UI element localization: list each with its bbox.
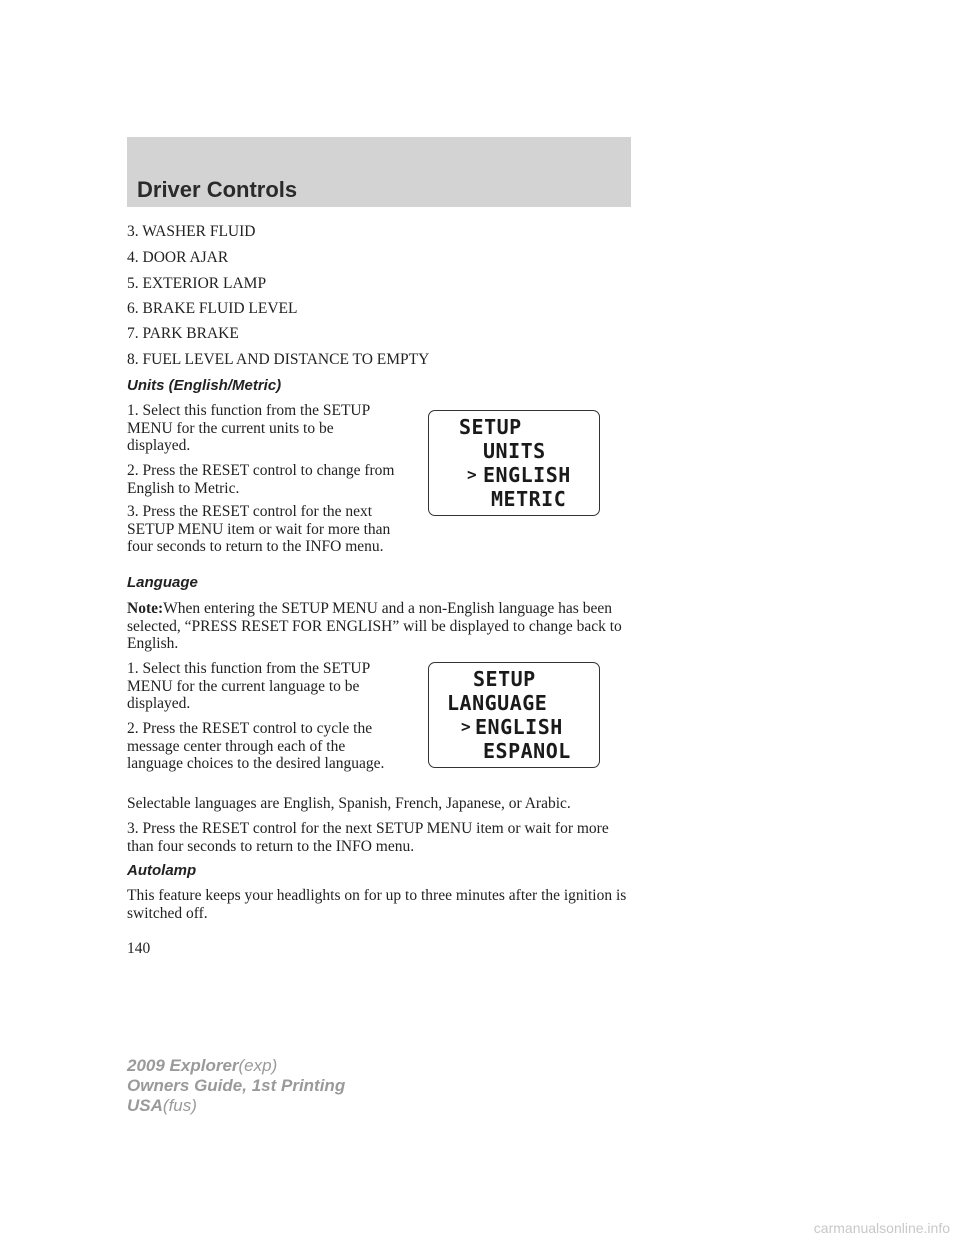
list-item: 3. WASHER FLUID (127, 223, 256, 240)
display-line-language: LANGUAGE (447, 691, 548, 715)
units-step-1: 1. Select this function from the SETUP MENU for the current units to be displayed. (127, 402, 370, 454)
footer-line-1 (127, 1056, 345, 1076)
language-step-2: 2. Press the RESET control to cycle the message center through each of the language choices to the desired language. (127, 720, 385, 772)
autolamp-heading: Autolamp (127, 862, 197, 879)
language-heading: Language (127, 574, 198, 591)
section-header (127, 137, 631, 207)
footer-model-code: (exp) (238, 1056, 278, 1075)
language-note (127, 600, 627, 653)
footer-guide: Owners Guide, 1st Printing (127, 1076, 346, 1095)
footer-region: USA (127, 1096, 163, 1115)
language-step-3: 3. Press the RESET control for the next SETUP MENU item or wait for more than four seconds to return to the INFO menu. (127, 820, 609, 855)
list-item: 4. DOOR AJAR (127, 249, 229, 266)
autolamp-text: This feature keeps your headlights on for up to three minutes after the ignition is switched off. (127, 887, 627, 922)
page-number: 140 (127, 940, 151, 957)
section-title: Driver Controls (137, 177, 298, 202)
list-item: 8. FUEL LEVEL AND DISTANCE TO EMPTY (127, 351, 430, 368)
footer-region-code: (fus) (162, 1096, 197, 1115)
list-item: 7. PARK BRAKE (127, 325, 239, 342)
selectable-languages: Selectable languages are English, Spanish, French, Japanese, or Arabic. (127, 795, 571, 812)
language-step-1: 1. Select this function from the SETUP MENU for the current language to be displayed. (127, 660, 370, 712)
footer-line-3 (127, 1096, 345, 1116)
display-line-setup: SETUP (459, 415, 522, 439)
display-line-metric: METRIC (491, 487, 567, 511)
display-line-setup: SETUP (473, 667, 536, 691)
display-line-english: ENGLISH (475, 715, 563, 739)
display-line-espanol: ESPANOL (483, 739, 571, 763)
list-item: 5. EXTERIOR LAMP (127, 275, 267, 292)
footer-model: 2009 Explorer (127, 1056, 239, 1075)
note-text: When entering the SETUP MENU and a non-English language has been selected, “PRESS RESET FOR ENGLISH” will be displayed to change back to English. (127, 600, 622, 652)
display-line-english: ENGLISH (483, 463, 571, 487)
selection-caret: > (467, 465, 477, 484)
units-step-2: 2. Press the RESET control to change from English to Metric. (127, 462, 395, 497)
display-line-units: UNITS (483, 439, 546, 463)
list-item: 6. BRAKE FLUID LEVEL (127, 300, 298, 317)
footer (127, 1056, 345, 1116)
units-heading: Units (English/Metric) (127, 377, 282, 394)
watermark: carmanualsonline.info (813, 1220, 950, 1236)
note-label: Note: (127, 600, 164, 617)
language-display (428, 662, 600, 768)
footer-line-2 (127, 1076, 345, 1096)
units-display (428, 410, 600, 516)
selection-caret: > (461, 717, 471, 736)
units-step-3: 3. Press the RESET control for the next SETUP MENU item or wait for more than four seconds to return to the INFO menu. (127, 503, 391, 555)
